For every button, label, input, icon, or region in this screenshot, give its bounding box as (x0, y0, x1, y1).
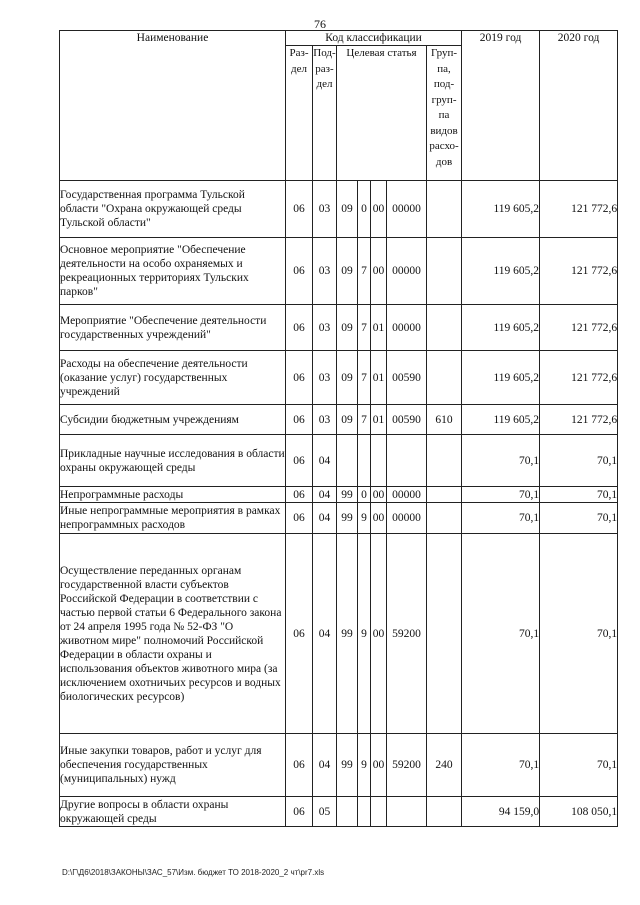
cell-event: 00 (371, 487, 387, 503)
cell-2019: 119 605,2 (462, 181, 540, 238)
cell-program: 99 (337, 534, 358, 734)
header-name: Наименование (60, 31, 286, 181)
cell-2020: 70,1 (540, 734, 618, 797)
cell-2020: 70,1 (540, 503, 618, 534)
page-number: 76 (314, 17, 326, 31)
cell-subsection: 04 (313, 435, 337, 487)
header-classification: Код классификации (286, 31, 462, 46)
row-name: Расходы на обеспечение деятельности (оказание услуг) государственных учреждений (60, 351, 286, 405)
header-target-article: Целевая статья (337, 46, 427, 181)
table-row (60, 405, 618, 435)
cell-2019: 94 159,0 (462, 797, 540, 827)
cell-direction: 00000 (387, 487, 427, 503)
cell-event: 01 (371, 351, 387, 405)
row-name: Государственная программа Тульской области "Охрана окружающей среды Тульской области" (60, 181, 286, 238)
cell-section: 06 (286, 435, 313, 487)
cell-section: 06 (286, 734, 313, 797)
cell-subsection: 04 (313, 534, 337, 734)
header-year-2020: 2020 год (540, 31, 618, 181)
cell-subsection: 04 (313, 503, 337, 534)
cell-subprogram: 9 (358, 534, 371, 734)
cell-direction: 00000 (387, 305, 427, 351)
cell-event (371, 797, 387, 827)
cell-subsection: 05 (313, 797, 337, 827)
cell-subprogram: 0 (358, 181, 371, 238)
cell-event: 00 (371, 734, 387, 797)
cell-subprogram: 9 (358, 503, 371, 534)
cell-expense-group: 610 (427, 405, 462, 435)
cell-2020: 70,1 (540, 487, 618, 503)
cell-event: 00 (371, 238, 387, 305)
table-row (60, 305, 618, 351)
cell-2019: 119 605,2 (462, 238, 540, 305)
cell-section: 06 (286, 503, 313, 534)
cell-section: 06 (286, 238, 313, 305)
budget-table (59, 30, 618, 827)
header-expense-group: Груп-па, под-груп-па видов расхо-дов (427, 46, 462, 181)
row-name: Осуществление переданных органам государственной власти субъектов Российской Федерации в соответствии с частью первой статьи 6 Федерального закона от 24 апреля 1995 года № 52-ФЗ "О животном мире" полномочий Российской Федерации в области охраны и использования объектов животного мира (за исключением охотничьих ресурсов и водных биологических ресурсов) (60, 534, 286, 734)
row-name: Основное мероприятие "Обеспечение деятельности на особо охраняемых и рекреационных территориях Тульских парков" (60, 238, 286, 305)
cell-direction (387, 435, 427, 487)
cell-2020: 121 772,6 (540, 405, 618, 435)
cell-expense-group (427, 534, 462, 734)
cell-section: 06 (286, 487, 313, 503)
cell-expense-group (427, 487, 462, 503)
cell-subsection: 03 (313, 351, 337, 405)
cell-event: 00 (371, 534, 387, 734)
cell-direction: 00590 (387, 351, 427, 405)
row-name: Мероприятие "Обеспечение деятельности государственных учреждений" (60, 305, 286, 351)
table-row (60, 435, 618, 487)
cell-section: 06 (286, 797, 313, 827)
cell-expense-group (427, 503, 462, 534)
cell-subprogram: 7 (358, 305, 371, 351)
row-name: Субсидии бюджетным учреждениям (60, 405, 286, 435)
cell-subprogram (358, 797, 371, 827)
cell-2019: 119 605,2 (462, 351, 540, 405)
cell-expense-group (427, 797, 462, 827)
cell-expense-group (427, 435, 462, 487)
table-row (60, 534, 618, 734)
cell-section: 06 (286, 181, 313, 238)
row-name: Иные непрограммные мероприятия в рамках непрограммных расходов (60, 503, 286, 534)
cell-2019: 70,1 (462, 487, 540, 503)
cell-program (337, 797, 358, 827)
cell-program: 09 (337, 238, 358, 305)
cell-subprogram: 0 (358, 487, 371, 503)
cell-direction: 00000 (387, 238, 427, 305)
table-row (60, 181, 618, 238)
cell-subprogram: 7 (358, 351, 371, 405)
cell-direction (387, 797, 427, 827)
cell-expense-group: 240 (427, 734, 462, 797)
cell-2020: 121 772,6 (540, 351, 618, 405)
row-name: Прикладные научные исследования в области охраны окружающей среды (60, 435, 286, 487)
cell-subprogram (358, 435, 371, 487)
cell-section: 06 (286, 534, 313, 734)
cell-section: 06 (286, 305, 313, 351)
cell-subprogram: 7 (358, 405, 371, 435)
cell-2020: 70,1 (540, 435, 618, 487)
cell-expense-group (427, 305, 462, 351)
cell-subsection: 04 (313, 487, 337, 503)
cell-program: 99 (337, 503, 358, 534)
cell-program: 99 (337, 734, 358, 797)
cell-subsection: 03 (313, 305, 337, 351)
cell-direction: 00000 (387, 181, 427, 238)
cell-event: 00 (371, 503, 387, 534)
cell-subsection: 03 (313, 238, 337, 305)
cell-direction: 59200 (387, 734, 427, 797)
cell-2019: 70,1 (462, 503, 540, 534)
row-name: Непрограммные расходы (60, 487, 286, 503)
cell-2020: 108 050,1 (540, 797, 618, 827)
cell-subprogram: 7 (358, 238, 371, 305)
cell-program: 09 (337, 305, 358, 351)
cell-direction: 00590 (387, 405, 427, 435)
table-row (60, 503, 618, 534)
table-row (60, 734, 618, 797)
cell-2020: 121 772,6 (540, 238, 618, 305)
cell-expense-group (427, 351, 462, 405)
cell-subsection: 04 (313, 734, 337, 797)
cell-direction: 59200 (387, 534, 427, 734)
cell-event: 01 (371, 405, 387, 435)
header-year-2019: 2019 год (462, 31, 540, 181)
cell-event: 00 (371, 181, 387, 238)
cell-2019: 119 605,2 (462, 305, 540, 351)
row-name: Другие вопросы в области охраны окружающей среды (60, 797, 286, 827)
cell-expense-group (427, 238, 462, 305)
header-subsection: Под-раз-дел (313, 46, 337, 181)
cell-section: 06 (286, 351, 313, 405)
cell-2019: 119 605,2 (462, 405, 540, 435)
table-row (60, 351, 618, 405)
cell-2020: 70,1 (540, 534, 618, 734)
cell-program: 09 (337, 181, 358, 238)
cell-subsection: 03 (313, 405, 337, 435)
cell-2020: 121 772,6 (540, 181, 618, 238)
header-section: Раз-дел (286, 46, 313, 181)
cell-program: 09 (337, 351, 358, 405)
table-row (60, 238, 618, 305)
cell-program: 09 (337, 405, 358, 435)
cell-expense-group (427, 181, 462, 238)
cell-2020: 121 772,6 (540, 305, 618, 351)
cell-event (371, 435, 387, 487)
cell-program (337, 435, 358, 487)
cell-subprogram: 9 (358, 734, 371, 797)
cell-program: 99 (337, 487, 358, 503)
table-row (60, 797, 618, 827)
cell-2019: 70,1 (462, 534, 540, 734)
cell-2019: 70,1 (462, 435, 540, 487)
cell-2019: 70,1 (462, 734, 540, 797)
file-path-footer: D:\Г\Д6\2018\ЗАКОНЫ\ЗАС_57\Изм. бюджет ТО 2018-2020_2 чт\pr7.xls (62, 868, 325, 877)
row-name: Иные закупки товаров, работ и услуг для обеспечения государственных (муниципальных) нужд (60, 734, 286, 797)
cell-direction: 00000 (387, 503, 427, 534)
cell-section: 06 (286, 405, 313, 435)
cell-event: 01 (371, 305, 387, 351)
cell-subsection: 03 (313, 181, 337, 238)
table-row (60, 487, 618, 503)
